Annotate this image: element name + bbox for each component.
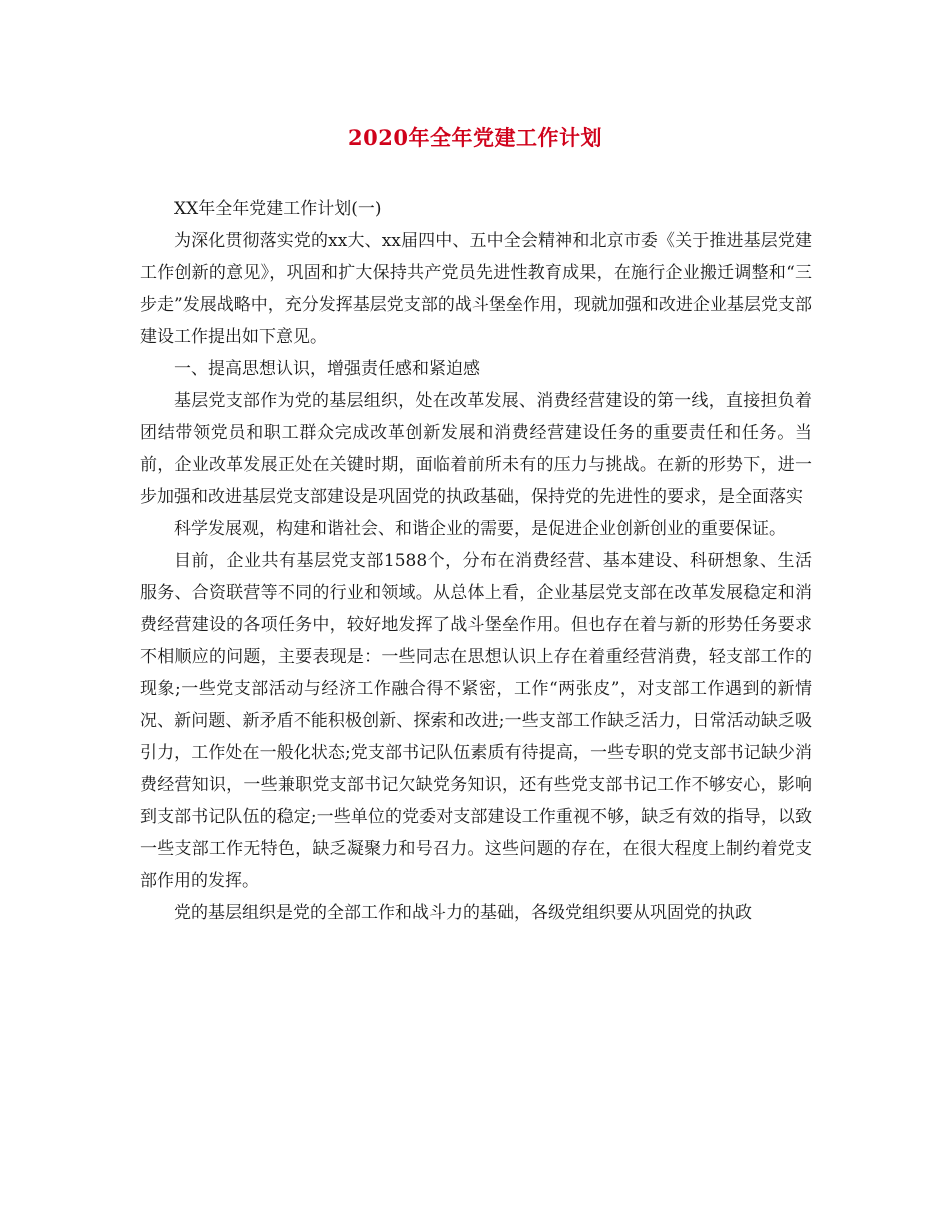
paragraph-subtitle: XX年全年党建工作计划(一) <box>174 199 382 219</box>
paragraph-role: 基层党支部作为党的基层组织，处在改革发展、消费经营建设的第一线，直接担负着团结带领党员和职工群众完成改革创新发展和消费经营建设任务的重要责任和任务。当前，企业改革发展正处在关键时期，面临着前所未有的压力与挑战。在新的形势下，进一步加强和改进基层党支部建设是巩固党的执政基础，保持党的先进性的要求，是全面落实 <box>140 391 812 507</box>
paragraph-foundation: 党的基层组织是党的全部工作和战斗力的基础，各级党组织要从巩固党的执政 <box>174 903 752 923</box>
paragraph-intro: 为深化贯彻落实党的xx大、xx届四中、五中全会精神和北京市委《关于推进基层党建工作创新的意见》，巩固和扩大保持共产党员先进性教育成果，在施行企业搬迁调整和“三步走”发展战略中，充分发挥基层党支部的战斗堡垒作用，现就加强和改进企业基层党支部建设工作提出如下意见。 <box>140 231 812 347</box>
paragraph-continuation: 科学发展观，构建和谐社会、和谐企业的需要，是促进企业创新创业的重要保证。 <box>174 519 786 539</box>
paragraph-status: 目前，企业共有基层党支部1588个，分布在消费经营、基本建设、科研想象、生活服务、合资联营等不同的行业和领域。从总体上看，企业基层党支部在改革发展稳定和消费经营建设的各项任务中，较好地发挥了战斗堡垒作用。但也存在着与新的形势任务要求不相顺应的问题，主要表现是：一些同志在思想认识上存在着重经营消费，轻支部工作的现象;一些党支部活动与经济工作融合得不紧密，工作“两张皮”，对支部工作遇到的新情况、新问题、新矛盾不能积极创新、探索和改进;一些支部工作缺乏活力，日常活动缺乏吸引力，工作处在一般化状态;党支部书记队伍素质有待提高，一些专职的党支部书记缺少消费经营知识，一些兼职党支部书记欠缺党务知识，还有些党支部书记工作不够安心，影响到支部书记队伍的稳定;一些单位的党委对支部建设工作重视不够，缺乏有效的指导，以致一些支部工作无特色，缺乏凝聚力和号召力。这些问题的存在，在很大程度上制约着党支部作用的发挥。 <box>140 551 812 891</box>
document-body <box>140 193 812 929</box>
section-heading-1: 一、提高思想认识，增强责任感和紧迫感 <box>174 359 480 379</box>
document-title: 2020年全年党建工作计划 <box>348 125 602 150</box>
